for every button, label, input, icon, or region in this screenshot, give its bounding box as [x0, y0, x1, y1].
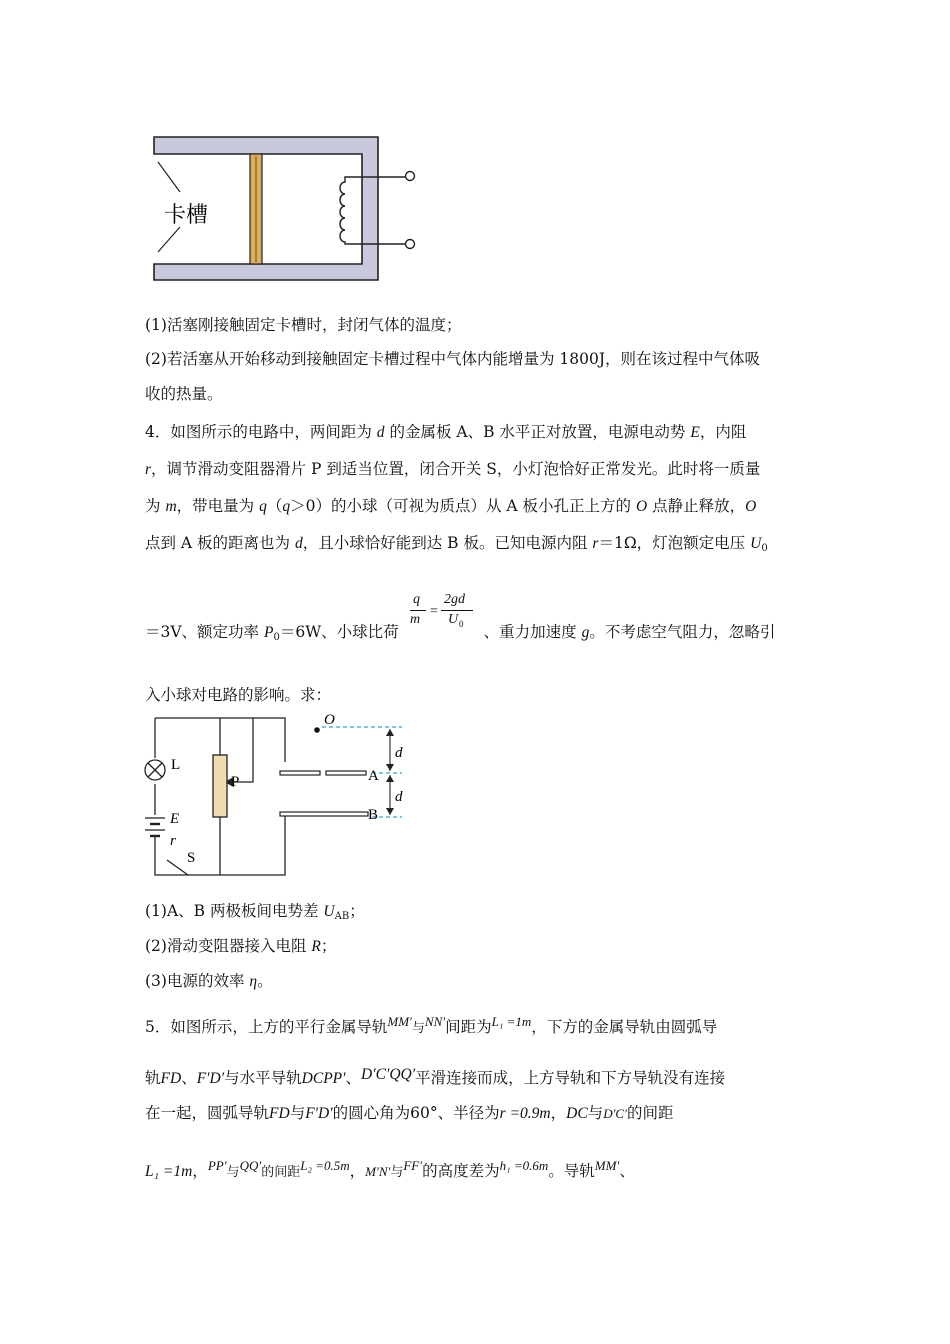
switch: [167, 860, 188, 875]
q4-sub3: (3)电源的效率 η。: [145, 972, 273, 990]
label-E: E: [170, 811, 180, 827]
plate-B: [280, 812, 368, 816]
q4-line2: r，调节滑动变阻器滑片 P 到适当位置，闭合开关 S，小灯泡恰好正常发光。此时将一质量: [145, 460, 761, 478]
q3-part2a: (2)若活塞从开始移动到接触固定卡槽过程中气体内能增量为 1800J，则在该过程中气体吸: [145, 350, 761, 368]
q5-line1: 5．如图所示，上方的平行金属导轨$^{MM'}$与$^{NN'}$间距为$^{L_1 =1m}$，下方的金属导轨由圆弧导: [145, 1014, 718, 1036]
terminal-top: [406, 172, 415, 181]
label-d2: d: [395, 789, 403, 805]
label-L: L: [171, 757, 181, 773]
plate-A-left: [280, 771, 320, 775]
figure-circuit: [140, 710, 410, 880]
q4-fraction: q m = 2gd U 0: [408, 592, 488, 638]
plate-A-right: [326, 771, 366, 775]
label-r: r: [170, 833, 176, 849]
slot-label: 卡槽: [164, 202, 209, 227]
q3-part2b: 收的热量。: [145, 385, 223, 403]
point-O: [314, 727, 320, 733]
q4-sub1: (1)A、B 两极板间电势差 $U_{AB}$；: [145, 902, 365, 922]
heater-coil: [340, 177, 362, 244]
q4-line6: 入小球对电路的影响。求：: [145, 686, 332, 704]
label-S: S: [187, 850, 196, 866]
q4-line5: ＝3V、额定功率 $P_0=6W$、小球比荷 、重力加速度 g。不考虑空气阻力，忽略引: [145, 623, 776, 643]
q3-part1: (1)活塞刚接触固定卡槽时，封闭气体的温度；: [145, 316, 462, 334]
label-B: B: [368, 807, 379, 823]
q5-line2: 轨FD、F′D′与水平导轨DCPP′、D′C′QQ′平滑连接而成，上方导轨和下方导轨没有连接: [145, 1066, 726, 1087]
terminal-bottom: [406, 240, 415, 249]
q4-line1: 4．如图所示的电路中，两间距为 d 的金属板 A、B 水平正对放置，电源电动势 E，内阻: [145, 423, 747, 441]
q4-line4: 点到 A 板的距离也为 d，且小球恰好能到达 B 板。已知电源内阻 r＝1Ω，灯泡额定电压 $U_0$: [145, 534, 768, 554]
q5-line4: L₁ =1m，$^{PP'}$与$^{QQ'}$的间距$^{L_2 =0.5m}$，M′N′与$^{FF'}$的高度差为$^{h_1 =0.6m}$。导轨$^{MM'}$、: [145, 1158, 635, 1180]
label-d1: d: [395, 745, 403, 761]
figure-cylinder: [150, 132, 430, 282]
label-O: O: [324, 712, 335, 728]
q4-line3: 为 m，带电量为 q（q＞0）的小球（可视为质点）从 A 板小孔正上方的 O 点静止释放，O: [145, 497, 757, 515]
label-P: P: [231, 774, 240, 790]
q4-sub2: (2)滑动变阻器接入电阻 R；: [145, 937, 337, 955]
rheostat: [213, 755, 227, 817]
label-A: A: [368, 768, 379, 784]
q5-line3: 在一起，圆弧导轨FD与F′D′的圆心角为60°、半径为r =0.9m，DC与D′C′的间距: [145, 1104, 674, 1122]
